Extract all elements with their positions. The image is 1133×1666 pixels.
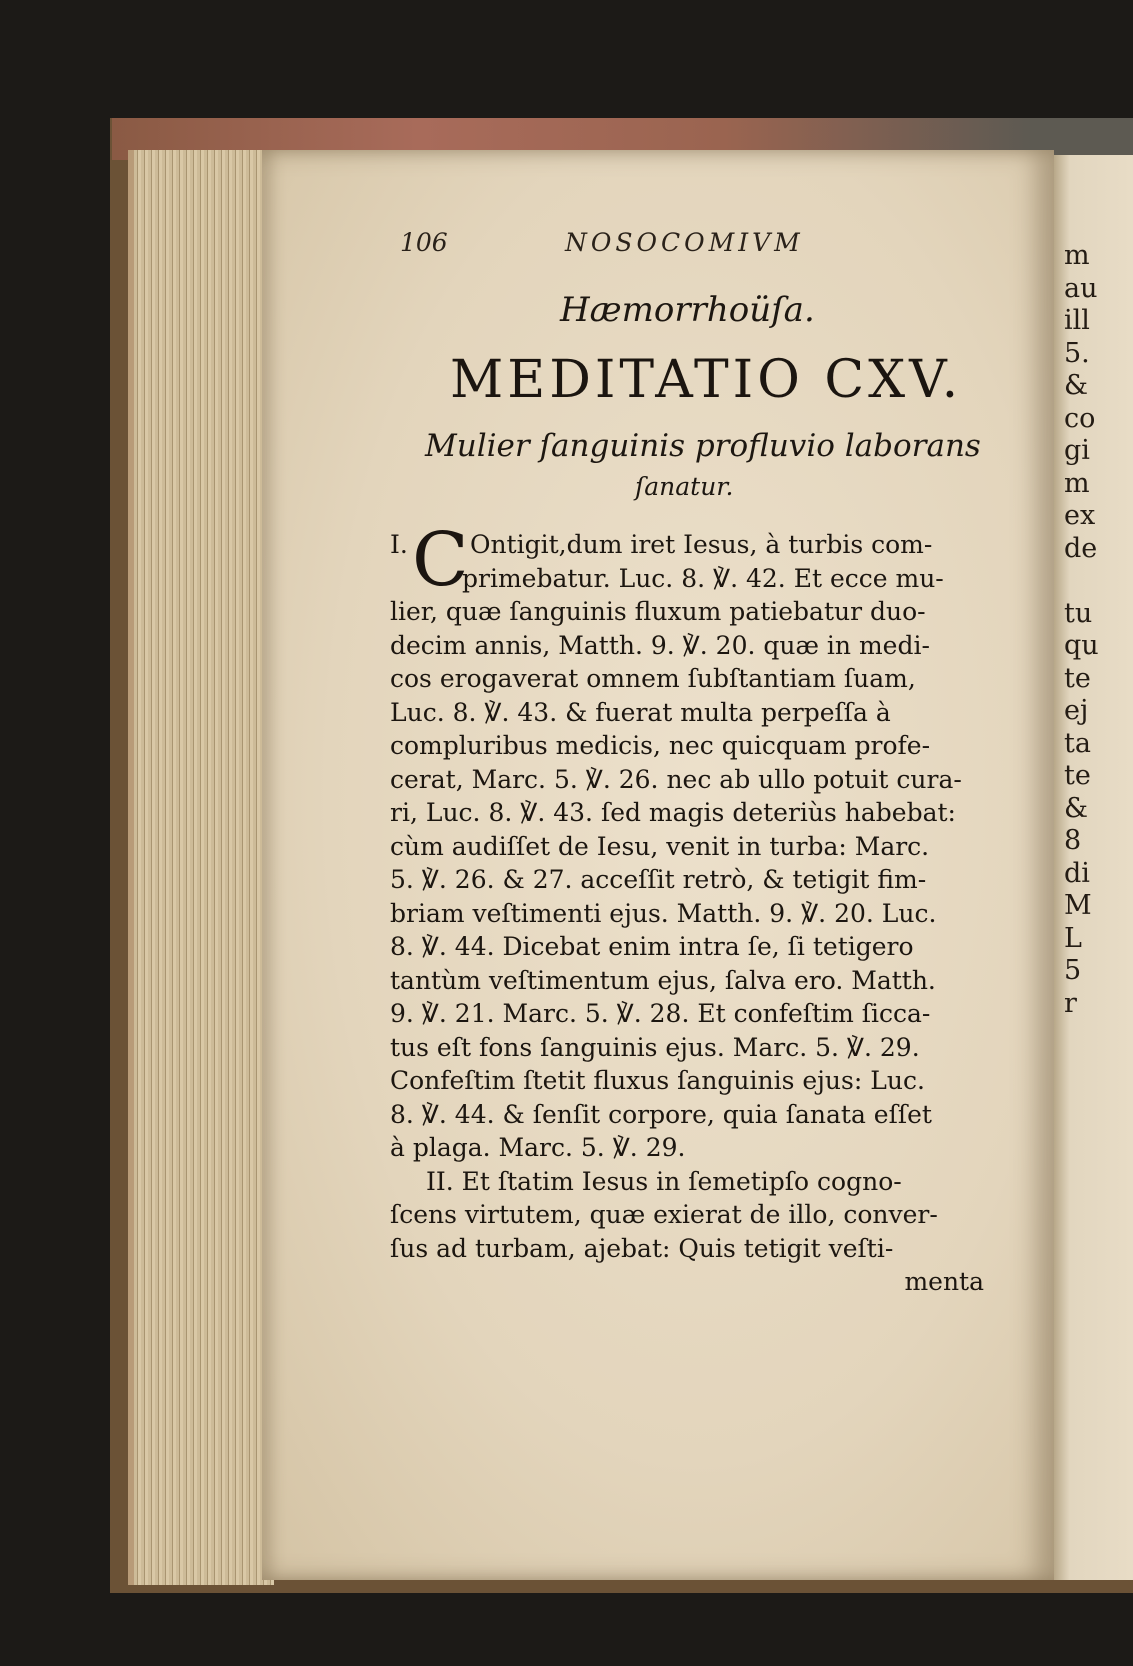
text-line: 8. ℣. 44. & ſenſit corpore, quia ſanata eſſet <box>390 1099 932 1129</box>
text-line: Luc. 8. ℣. 43. & fuerat multa perpeſſa à <box>390 697 891 727</box>
right-page-text-fragment: ex <box>1064 500 1096 531</box>
right-page-text-fragment: au <box>1064 272 1098 304</box>
drop-cap: C <box>412 517 469 603</box>
text-line: I. C Ontigit,dum iret Iesus, à turbis com- <box>390 517 933 603</box>
right-page-text-fragment: co <box>1064 402 1096 434</box>
text-line: cùm audiſſet de Iesu, venit in turba: Marc. <box>390 831 930 861</box>
subheading: Hæmorrhoüſa. <box>560 290 815 330</box>
text-line: cerat, Marc. 5. ℣. 26. nec ab ullo potuit cura- <box>390 764 962 794</box>
text-line: primebatur. Luc. 8. ℣. 42. Et ecce mu- <box>462 563 944 593</box>
right-page-text-fragment: & <box>1064 792 1089 824</box>
text-line: lier, quæ ſanguinis fluxum patiebatur duo- <box>390 597 926 626</box>
right-page-text-fragment: & <box>1064 370 1089 401</box>
right-page-text-fragment: 8 <box>1064 825 1082 856</box>
right-page-text-fragment: te <box>1064 760 1091 791</box>
running-title: NOSOCOMIVM <box>565 228 804 257</box>
right-page-text-fragment: de <box>1064 532 1098 564</box>
right-page-text-fragment: 5. <box>1064 337 1090 369</box>
text-line: tus eſt fons ſanguinis ejus. Marc. 5. ℣. 29. <box>390 1032 920 1062</box>
section-number: I. <box>390 530 408 559</box>
body-text <box>390 517 1020 1299</box>
right-page-text-fragment: ta <box>1064 727 1091 759</box>
text-line: 9. ℣. 21. Marc. 5. ℣. 28. Et confeſtim ſicca- <box>390 999 931 1028</box>
right-page-text-fragment: m <box>1064 467 1090 499</box>
right-page-text-fragment: M <box>1064 890 1092 921</box>
text-line: 8. ℣. 44. Dicebat enim intra ſe, ſi tetigero <box>390 932 914 961</box>
page-stack-edge <box>128 150 274 1585</box>
right-page-text-fragment: te <box>1064 662 1091 694</box>
text-line: briam veſtimenti ejus. Matth. 9. ℣. 20. Luc. <box>390 898 937 928</box>
lead-line-1: Mulier ſanguinis profluvio laborans <box>425 428 981 464</box>
text-line: ri, Luc. 8. ℣. 43. ſed magis deteriùs habebat: <box>390 798 956 827</box>
text-line: Confeſtim ſtetit fluxus ſanguinis ejus: Luc. <box>390 1066 925 1095</box>
text-line: ſus ad turbam, ajebat: Quis tetigit veſti- <box>390 1233 894 1263</box>
right-page-text-fragment: 5 <box>1064 955 1082 986</box>
meditation-title: MEDITATIO CXV. <box>450 350 963 410</box>
right-page-text-fragment: L <box>1064 922 1082 954</box>
right-page-text-fragment: gi <box>1064 435 1090 466</box>
right-page-text-fragment: r <box>1064 987 1077 1019</box>
text-line: ſcens virtutem, quæ exierat de illo, conver- <box>390 1200 938 1229</box>
right-page-text-fragment: m <box>1064 240 1090 271</box>
right-page-text-fragment: qu <box>1064 630 1099 661</box>
running-head <box>400 228 960 257</box>
catchword: menta <box>904 1267 984 1296</box>
text-line: decim annis, Matth. 9. ℣. 20. quæ in medi- <box>390 630 930 660</box>
text-line: compluribus medicis, nec quicquam profe- <box>390 731 931 760</box>
right-page-text-fragment: tu <box>1064 597 1093 629</box>
lead-line-2: ſanatur. <box>635 472 734 501</box>
page-number: 106 <box>400 228 448 257</box>
right-page-text-fragment: di <box>1064 857 1090 889</box>
text-line: tantùm veſtimentum ejus, ſalva ero. Matth. <box>390 965 936 995</box>
right-page-text-fragment: ej <box>1064 695 1089 726</box>
right-page-fragment <box>1054 155 1133 1580</box>
right-page-text-fragment: ill <box>1064 305 1090 336</box>
text-line: 5. ℣. 26. & 27. acceſſit retrò, & tetigit fim- <box>390 865 927 894</box>
text-line: cos erogaverat omnem ſubſtantiam ſuam, <box>390 664 916 693</box>
text-line: II. Et ſtatim Iesus in ſemetipſo cogno- <box>426 1166 902 1196</box>
text-line: à plaga. Marc. 5. ℣. 29. <box>390 1133 686 1162</box>
